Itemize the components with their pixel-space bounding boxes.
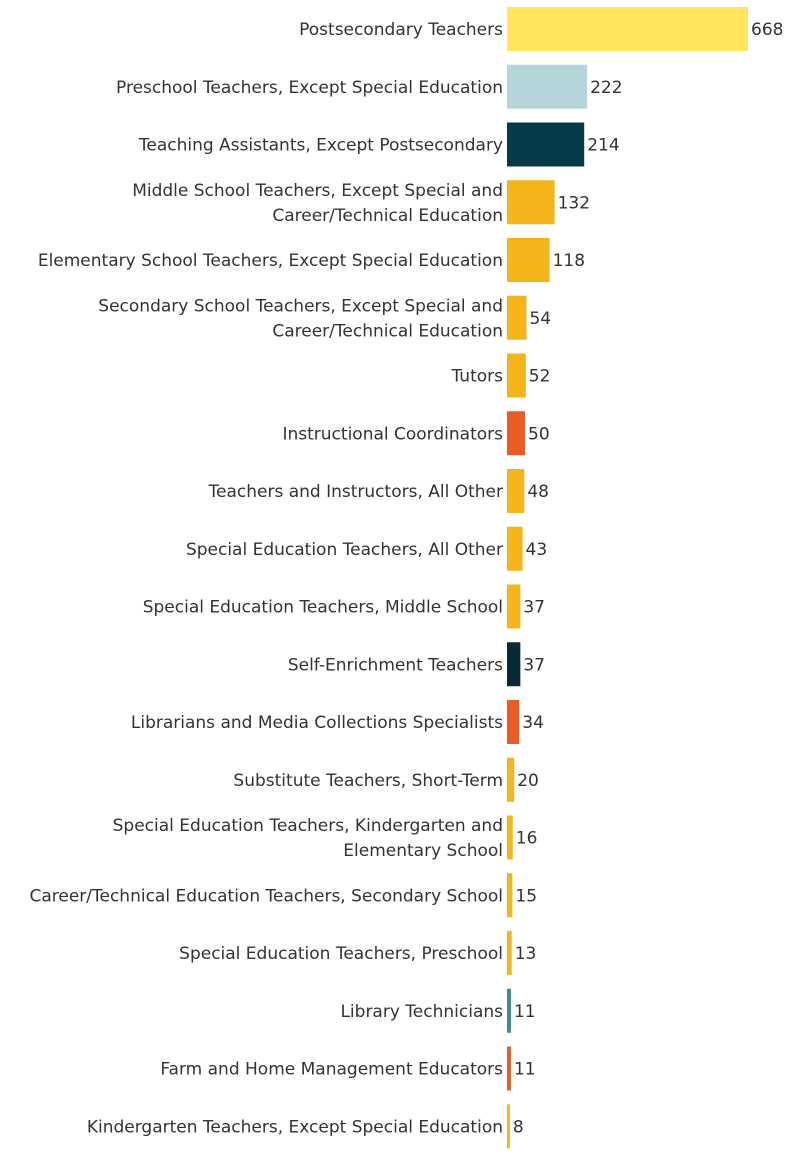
value-label: 668 [751, 20, 784, 40]
category-label [138, 136, 503, 156]
value-label: 132 [557, 193, 591, 214]
bar-row [340, 989, 535, 1033]
category-label-line: Special Education Teachers, Middle School [142, 597, 503, 618]
bar [507, 700, 519, 744]
value-label: 16 [515, 828, 538, 849]
bar [507, 7, 748, 51]
value-label: 118 [552, 251, 586, 271]
value-label: 54 [529, 308, 552, 329]
bar-row [138, 123, 620, 167]
category-label [340, 1002, 503, 1022]
category-label-line: Career/Technical Education Teachers, Secondary School [29, 886, 503, 907]
category-label [113, 816, 503, 861]
value-label: 11 [513, 1001, 536, 1022]
category-label-line: Substitute Teachers, Short-Term [233, 770, 503, 791]
bar-row [451, 354, 551, 398]
bar [507, 1104, 510, 1148]
category-label-line: Postsecondary Teachers [299, 20, 503, 40]
category-label-line: Secondary School Teachers, Except Special and [98, 296, 503, 317]
bar-row [208, 469, 549, 513]
category-label [131, 713, 503, 733]
bar-row [29, 873, 537, 917]
bar-row [98, 296, 551, 342]
category-label [208, 482, 503, 502]
bar-row [131, 700, 544, 744]
bar-row [288, 642, 545, 686]
category-label-line: Special Education Teachers, Preschool [179, 944, 503, 964]
category-label [98, 296, 503, 341]
value-label: 11 [513, 1059, 536, 1080]
category-label [132, 181, 503, 226]
category-label-line: Teachers and Instructors, All Other [208, 482, 503, 502]
bar-row [113, 816, 538, 862]
category-label [299, 20, 503, 40]
category-label-line: Teaching Assistants, Except Postsecondary [138, 135, 503, 156]
value-label: 214 [587, 135, 620, 156]
category-label [179, 944, 503, 964]
category-label-line: Library Technicians [340, 1001, 503, 1022]
bar [507, 123, 584, 167]
category-label [116, 78, 503, 98]
category-label [186, 540, 503, 560]
category-label [451, 367, 504, 387]
value-label: 15 [515, 886, 538, 907]
bar [507, 180, 555, 224]
category-label-line: Elementary School [343, 841, 503, 861]
value-label: 52 [528, 366, 551, 387]
bar [507, 411, 525, 455]
bar [507, 642, 520, 686]
bar [507, 931, 512, 975]
category-label-line: Preschool Teachers, Except Special Education [116, 77, 503, 98]
category-label-line: Farm and Home Management Educators [160, 1059, 503, 1080]
category-label-line: Special Education Teachers, Kindergarten and [112, 816, 503, 836]
bar-row [282, 411, 549, 455]
value-label: 34 [522, 713, 544, 733]
value-label: 222 [590, 77, 623, 98]
category-label-line: Librarians and Media Collections Specialists [130, 713, 503, 733]
bar [507, 816, 513, 860]
category-label [143, 598, 503, 618]
value-label: 43 [525, 539, 548, 560]
bar-row [116, 65, 623, 109]
bar-row [143, 585, 545, 629]
category-label [29, 886, 503, 906]
bar-row [179, 931, 536, 975]
category-label [288, 655, 503, 675]
bar [507, 873, 512, 917]
bar [507, 469, 524, 513]
bar [507, 527, 523, 571]
value-label: 37 [523, 597, 545, 618]
value-label: 37 [523, 655, 545, 676]
category-label-line: Instructional Coordinators [282, 424, 503, 445]
bar-row [233, 758, 538, 802]
category-label-line: Career/Technical Education [272, 205, 503, 226]
bar [507, 1047, 511, 1091]
category-label-line: Self-Enrichment Teachers [287, 655, 503, 676]
bar [507, 758, 514, 802]
bar-row [132, 180, 590, 226]
bar-row [160, 1047, 535, 1091]
category-label [160, 1060, 503, 1080]
category-label [233, 771, 503, 791]
category-label [282, 424, 503, 444]
bar [507, 989, 511, 1033]
bar-row [38, 238, 585, 282]
category-label [38, 251, 503, 271]
bar-row [186, 527, 547, 571]
bar [507, 585, 520, 629]
value-label: 48 [527, 482, 549, 502]
category-label-line: Tutors [451, 366, 503, 387]
category-label-line: Middle School Teachers, Except Special and [132, 180, 503, 201]
category-label-line: Kindergarten Teachers, Except Special Education [86, 1117, 503, 1138]
value-label: 13 [514, 944, 537, 964]
bar [507, 354, 526, 398]
bar-row [299, 7, 783, 51]
bar-row [87, 1104, 524, 1148]
category-label [87, 1117, 503, 1137]
value-label: 20 [517, 770, 539, 791]
category-label-line: Elementary School Teachers, Except Special Education [37, 251, 503, 271]
bar [507, 238, 550, 282]
category-label-line: Special Education Teachers, All Other [185, 539, 503, 560]
value-label: 8 [512, 1117, 524, 1138]
value-label: 50 [528, 424, 550, 445]
bar [507, 296, 526, 340]
bar [507, 65, 587, 109]
category-label-line: Career/Technical Education [272, 321, 503, 342]
